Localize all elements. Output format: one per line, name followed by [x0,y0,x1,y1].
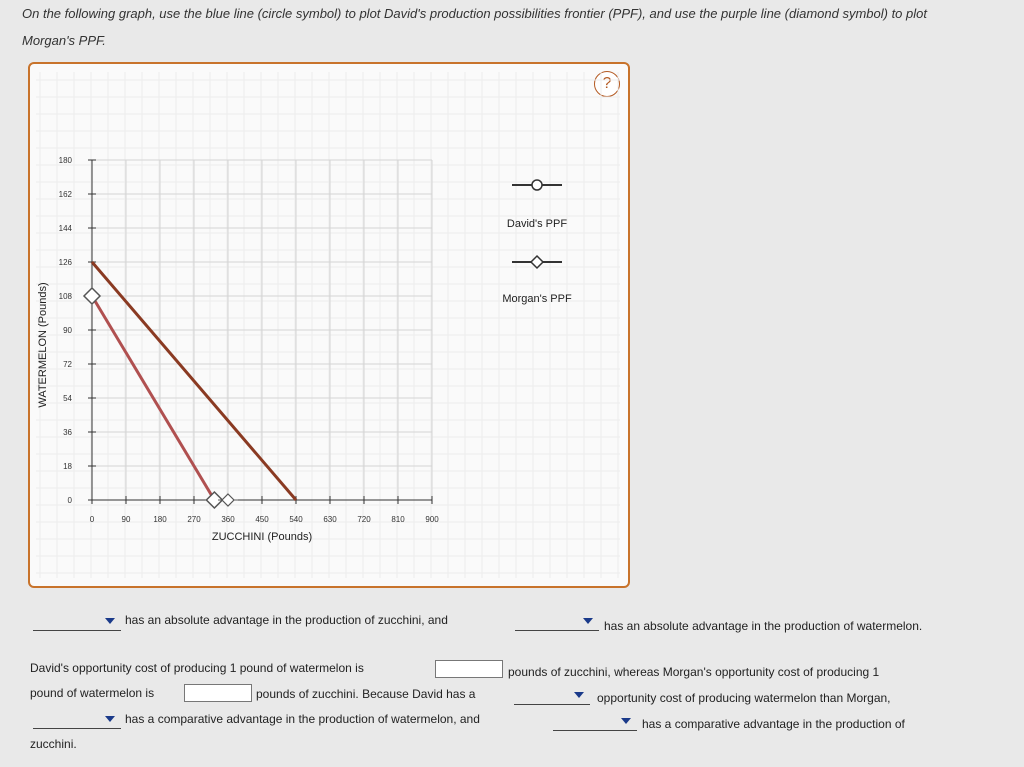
y-tick-label: 126 [58,258,72,267]
x-tick-label: 540 [289,515,303,524]
q3-text-start: pound of watermelon is [30,686,155,700]
q1-text-end: has an absolute advantage in the production of watermelon. [604,619,923,633]
y-tick-label: 162 [58,190,72,199]
q3-text-mid: pounds of zucchini. Because David has a [256,687,476,701]
y-tick-label: 54 [63,394,72,403]
chevron-down-icon [574,692,584,698]
y-tick-label: 36 [63,428,72,437]
x-tick-label: 0 [89,515,95,524]
x-tick-label: 180 [153,515,167,524]
comparative-advantage-watermelon-dropdown[interactable] [33,712,121,729]
opportunity-cost-comparison-dropdown[interactable] [514,688,590,705]
david-opportunity-cost-input[interactable] [435,660,503,678]
y-tick-label: 108 [58,292,72,301]
diamond-marker[interactable] [84,288,100,304]
q3-text-end: opportunity cost of producing watermelon than Morgan, [597,691,891,705]
x-tick-label: 360 [221,515,235,524]
y-axis-label: WATERMELON (Pounds) [37,282,49,408]
x-tick-label: 630 [323,515,337,524]
absolute-advantage-zucchini-dropdown[interactable] [33,614,121,631]
chevron-down-icon [105,716,115,722]
x-tick-label: 450 [255,515,269,524]
x-axis-label: ZUCCHINI (Pounds) [211,531,313,543]
q2-text-end: pounds of zucchini, whereas Morgan's opportunity cost of producing 1 [508,665,880,679]
y-tick-label: 0 [67,496,72,505]
legend-label-1: Morgan's PPF [502,293,572,305]
legend-label-0: David's PPF [506,218,568,230]
help-button[interactable]: ? [594,71,620,97]
absolute-advantage-watermelon-dropdown[interactable] [515,614,599,631]
y-tick-label: 180 [58,156,72,165]
y-tick-label: 90 [63,326,72,335]
q1-text-mid: has an absolute advantage in the production of zucchini, and [125,613,448,627]
chevron-down-icon [621,718,631,724]
circle-marker-icon[interactable] [532,180,542,190]
chevron-down-icon [105,618,115,624]
q4-text-end: has a comparative advantage in the production of [642,717,905,731]
x-tick-label: 720 [357,515,371,524]
instructions-text: On the following graph, use the blue line (circle symbol) to plot David's production possibilities frontier (PPF), and use the purple line (diamond symbol) to plot Morgan's PPF. [22,6,927,48]
q4-text-mid: has a comparative advantage in the production of watermelon, and [125,712,480,726]
chevron-down-icon [583,618,593,624]
diamond-marker[interactable] [222,494,234,506]
morgan-opportunity-cost-input[interactable] [184,684,252,702]
x-tick-label: 810 [391,515,405,524]
y-tick-label: 18 [63,462,72,471]
q5-text: zucchini. [30,737,77,751]
y-tick-label: 72 [63,360,72,369]
q2-text-start: David's opportunity cost of producing 1 pound of watermelon is [30,661,364,675]
y-tick-label: 144 [58,224,72,233]
comparative-advantage-zucchini-dropdown[interactable] [553,714,637,731]
x-tick-label: 270 [187,515,201,524]
x-tick-label: 90 [121,515,131,524]
x-tick-label: 900 [425,515,439,524]
